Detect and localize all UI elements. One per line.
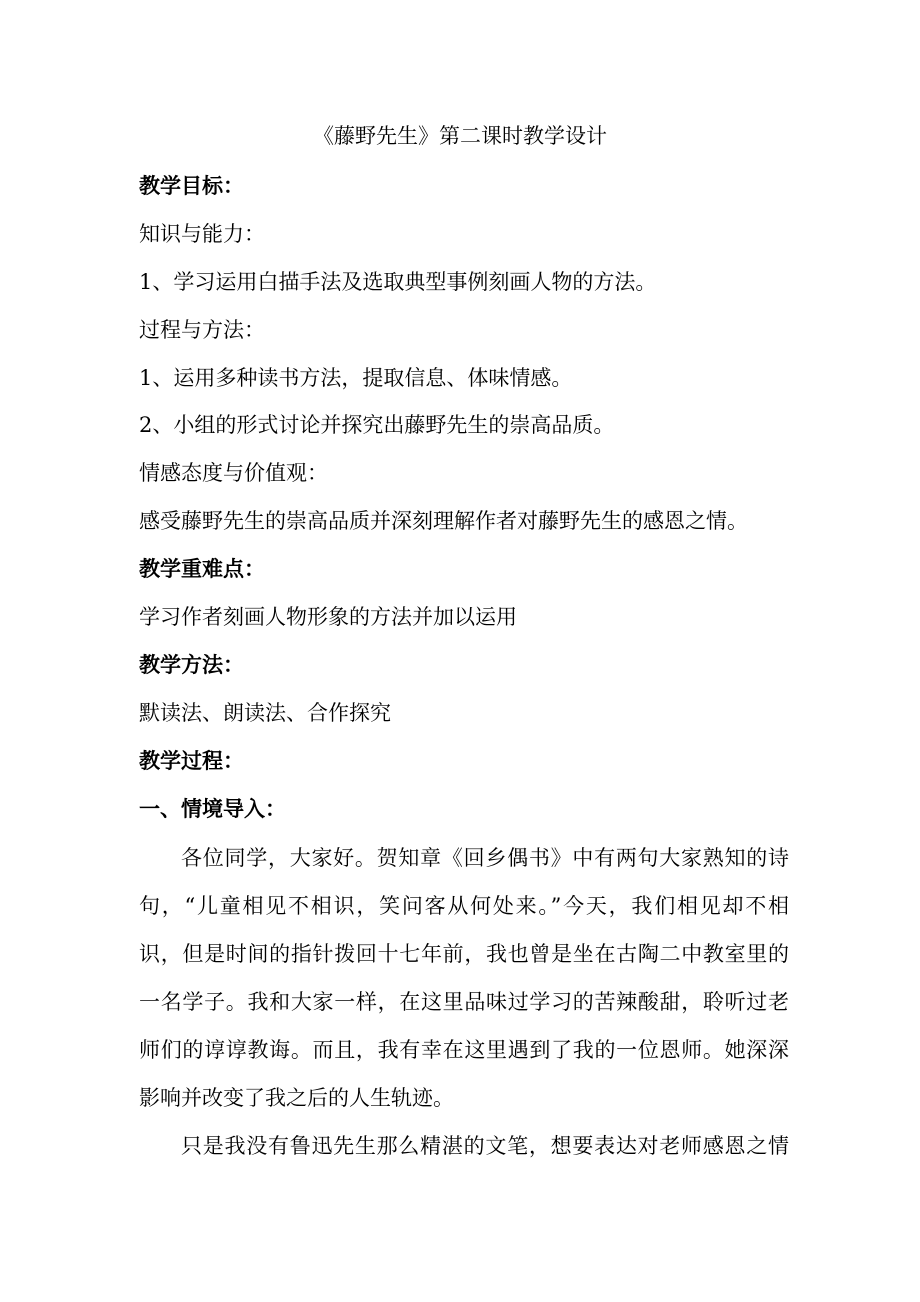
knowledge-item: 1、学习运用白描手法及选取典型事例刻画人物的方法。 [139,270,657,294]
emotion-text: 感受藤野先生的崇高品质并深刻理解作者对藤野先生的感恩之情。 [139,509,748,533]
paragraph1-line: 影响并改变了我之后的人生轨迹。 [139,1086,454,1110]
paragraph1-line: 识，但是时间的指针拨回十七年前，我也曾是坐在古陶二中教室里的 [139,942,789,966]
paragraph1-line: 句，“儿童相见不相识，笑问客从何处来。”今天，我们相见却不相 [139,894,789,918]
paragraph1-line: 一名学子。我和大家一样，在这里品味过学习的苦辣酸甜，聆听过老 [139,990,789,1014]
document-title: 《藤野先生》第二课时教学设计 [313,124,607,148]
process-method-item: 1、运用多种读书方法，提取信息、体味情感。 [139,366,573,390]
paragraph1-line: 师们的谆谆教诲。而且，我有幸在这里遇到了我的一位恩师。她深深 [139,1038,789,1062]
knowledge-label: 知识与能力： [139,222,265,246]
paragraph1-line: 各位同学，大家好。贺知章《回乡偶书》中有两句大家熟知的诗 [181,846,789,870]
paragraph2-line: 只是我没有鲁迅先生那么精湛的文笔，想要表达对老师感恩之情 [181,1134,789,1158]
process-method-label: 过程与方法： [139,318,265,342]
key-points-text: 学习作者刻画人物形象的方法并加以运用 [139,605,517,629]
objectives-heading: 教学目标： [139,174,244,198]
section1-heading: 一、情境导入： [139,797,286,821]
emotion-label: 情感态度与价值观： [139,461,328,485]
methods-text: 默读法、朗读法、合作探究 [139,701,391,725]
methods-heading: 教学方法： [139,653,244,677]
process-method-item: 2、小组的形式讨论并探究出藤野先生的崇高品质。 [139,413,615,437]
key-points-heading: 教学重难点： [139,557,265,581]
process-heading: 教学过程： [139,749,244,773]
